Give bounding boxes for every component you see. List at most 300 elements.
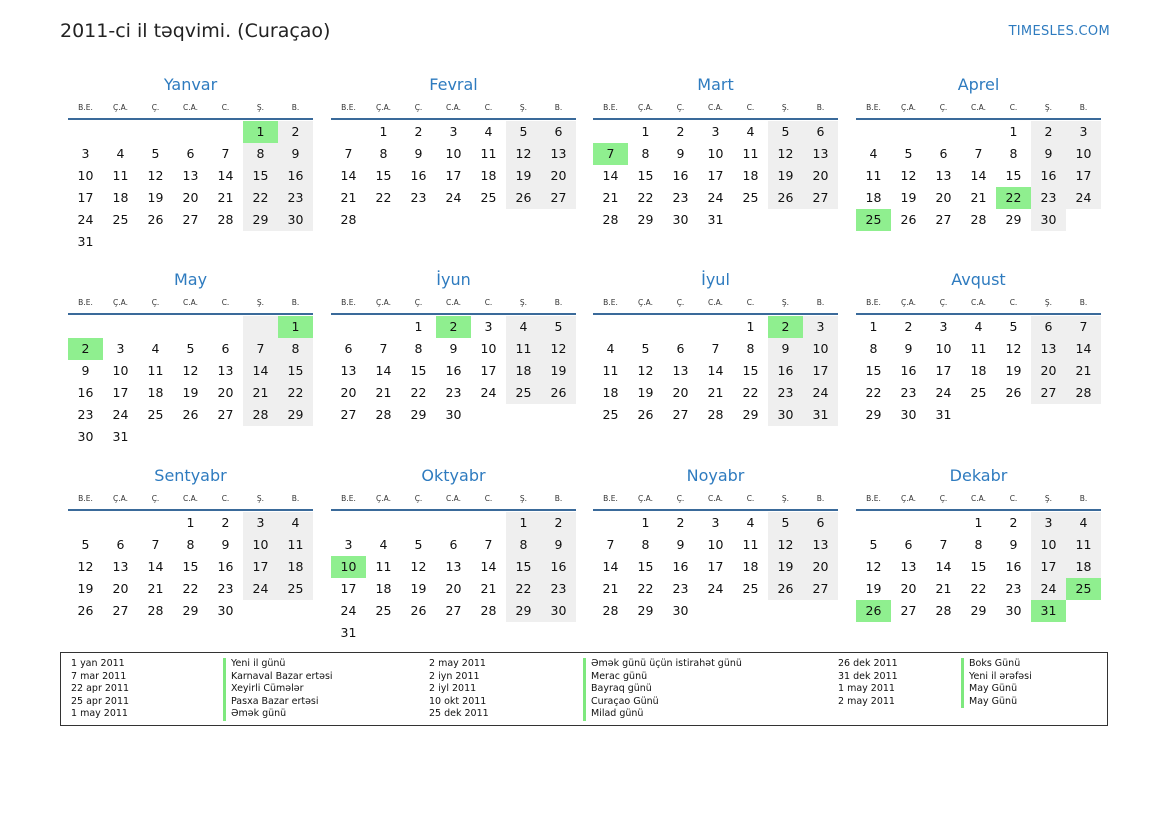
legend-holiday-name: Karnaval Bazar ertəsi <box>223 671 333 684</box>
weekday-label: B. <box>554 494 563 503</box>
day-cell: 23 <box>217 581 234 596</box>
day-cell: 30 <box>77 429 94 444</box>
day-cell: 26 <box>768 578 803 600</box>
month-name: Fevral <box>429 75 478 94</box>
day-cell: 29 <box>243 209 278 231</box>
day-cell: 20 <box>112 581 129 596</box>
day-cell: 22 <box>637 190 654 205</box>
day-cell: 20 <box>672 385 689 400</box>
weekday-header <box>331 98 576 120</box>
day-cell: 3 <box>449 124 458 139</box>
empty-cell <box>331 316 366 338</box>
legend-dates-col-2 <box>429 658 489 721</box>
day-cell: 12 <box>541 338 576 360</box>
day-cell: 27 <box>445 603 462 618</box>
day-cell: 8 <box>379 146 388 161</box>
day-grid <box>856 512 1101 622</box>
month-i̇yun <box>331 267 576 426</box>
empty-cell <box>593 316 628 338</box>
day-cell: 15 <box>243 165 278 187</box>
day-cell: 5 <box>506 121 541 143</box>
day-cell: 25 <box>147 407 164 422</box>
day-cell: 6 <box>676 341 685 356</box>
day-cell: 19 <box>900 190 917 205</box>
day-cell: 21 <box>602 190 619 205</box>
legend-names-col-3 <box>961 658 1032 708</box>
day-cell: 12 <box>506 143 541 165</box>
day-cell: 28 <box>147 603 164 618</box>
empty-cell <box>961 121 996 143</box>
empty-cell <box>593 121 628 143</box>
day-cell: 8 <box>746 341 755 356</box>
weekday-label: C.A. <box>445 298 461 307</box>
day-cell: 24 <box>707 581 724 596</box>
weekday-label: Ç.A. <box>637 494 653 503</box>
day-cell: 24 <box>1031 578 1066 600</box>
day-cell: 2 <box>676 124 685 139</box>
holiday-cell: 25 <box>856 209 891 231</box>
day-cell: 29 <box>410 407 427 422</box>
day-cell: 13 <box>217 363 234 378</box>
day-cell: 20 <box>803 556 838 578</box>
day-cell: 5 <box>186 341 195 356</box>
month-name: Dekabr <box>949 466 1008 485</box>
day-cell: 24 <box>340 603 357 618</box>
day-cell: 4 <box>746 124 755 139</box>
weekday-label: B. <box>554 103 563 112</box>
day-cell: 14 <box>340 168 357 183</box>
holiday-cell: 26 <box>856 600 891 622</box>
weekday-label: B.E. <box>78 298 93 307</box>
weekday-label: C.A. <box>182 103 198 112</box>
day-cell: 27 <box>340 407 357 422</box>
day-cell: 29 <box>865 407 882 422</box>
weekday-label: Ş. <box>781 298 790 307</box>
day-cell: 19 <box>541 360 576 382</box>
day-cell: 9 <box>768 338 803 360</box>
day-cell: 5 <box>904 146 913 161</box>
day-cell: 13 <box>112 559 129 574</box>
day-cell: 28 <box>243 404 278 426</box>
day-cell: 26 <box>900 212 917 227</box>
day-cell: 16 <box>410 168 427 183</box>
empty-cell <box>471 512 506 534</box>
day-cell: 24 <box>803 382 838 404</box>
day-grid <box>331 121 576 231</box>
holiday-cell: 1 <box>243 121 278 143</box>
day-cell: 27 <box>935 212 952 227</box>
day-cell: 17 <box>112 385 129 400</box>
weekday-label: Ş. <box>519 494 528 503</box>
day-cell: 6 <box>1031 316 1066 338</box>
day-cell: 6 <box>449 537 458 552</box>
day-cell: 25 <box>970 385 987 400</box>
day-cell: 15 <box>1005 168 1022 183</box>
weekday-label: B.E. <box>341 103 356 112</box>
weekday-header <box>856 98 1101 120</box>
day-cell: 8 <box>641 537 650 552</box>
day-cell: 6 <box>803 121 838 143</box>
empty-cell <box>926 512 961 534</box>
day-cell: 17 <box>803 360 838 382</box>
day-cell: 12 <box>637 363 654 378</box>
day-cell: 26 <box>768 187 803 209</box>
day-cell: 29 <box>182 603 199 618</box>
day-cell: 26 <box>77 603 94 618</box>
day-cell: 2 <box>676 515 685 530</box>
holiday-legend <box>60 652 1108 726</box>
legend-holiday-name: Əmək günü üçün istirahət günü <box>583 658 742 671</box>
month-avqust <box>856 267 1101 426</box>
weekday-label: B. <box>1079 103 1088 112</box>
weekday-label: B. <box>816 103 825 112</box>
day-cell: 9 <box>676 537 685 552</box>
month-name: İyun <box>436 270 471 289</box>
day-cell: 9 <box>278 143 313 165</box>
day-cell: 11 <box>375 559 392 574</box>
legend-date: 25 dek 2011 <box>429 708 489 720</box>
weekday-label: B. <box>1079 298 1088 307</box>
day-cell: 30 <box>768 404 803 426</box>
day-cell: 11 <box>147 363 164 378</box>
holiday-cell: 2 <box>436 316 471 338</box>
day-cell: 27 <box>803 578 838 600</box>
day-cell: 14 <box>970 168 987 183</box>
day-cell: 7 <box>221 146 230 161</box>
day-cell: 25 <box>742 190 759 205</box>
day-cell: 3 <box>711 124 720 139</box>
day-cell: 5 <box>414 537 423 552</box>
day-cell: 29 <box>1005 212 1022 227</box>
day-cell: 11 <box>506 338 541 360</box>
day-cell: 5 <box>81 537 90 552</box>
day-cell: 28 <box>340 212 357 227</box>
weekday-label: C. <box>1009 494 1018 503</box>
day-cell: 11 <box>602 363 619 378</box>
weekday-header <box>68 489 313 511</box>
day-cell: 19 <box>147 190 164 205</box>
empty-cell <box>208 316 243 338</box>
day-cell: 3 <box>939 319 948 334</box>
day-cell: 1 <box>641 515 650 530</box>
day-cell: 24 <box>707 190 724 205</box>
day-cell: 4 <box>1066 512 1101 534</box>
day-cell: 25 <box>375 603 392 618</box>
day-cell: 19 <box>1005 363 1022 378</box>
day-cell: 27 <box>900 603 917 618</box>
day-cell: 4 <box>116 146 125 161</box>
weekday-label: C.A. <box>970 103 986 112</box>
day-cell: 26 <box>637 407 654 422</box>
day-cell: 21 <box>602 581 619 596</box>
month-dekabr <box>856 463 1101 622</box>
day-cell: 11 <box>970 341 987 356</box>
weekday-label: Ç.A. <box>900 103 916 112</box>
day-cell: 16 <box>768 360 803 382</box>
day-cell: 30 <box>672 603 689 618</box>
day-cell: 28 <box>1066 382 1101 404</box>
day-cell: 24 <box>243 578 278 600</box>
day-cell: 1 <box>186 515 195 530</box>
day-cell: 28 <box>602 603 619 618</box>
day-cell: 30 <box>278 209 313 231</box>
day-cell: 14 <box>602 559 619 574</box>
day-cell: 12 <box>768 534 803 556</box>
day-cell: 20 <box>340 385 357 400</box>
day-cell: 15 <box>506 556 541 578</box>
weekday-label: Ç. <box>939 494 948 503</box>
legend-date: 1 yan 2011 <box>71 658 125 669</box>
day-cell: 4 <box>606 341 615 356</box>
day-cell: 7 <box>379 341 388 356</box>
day-cell: 26 <box>182 407 199 422</box>
day-cell: 24 <box>77 212 94 227</box>
day-cell: 3 <box>711 515 720 530</box>
legend-holiday-name: May Günü <box>961 683 1032 696</box>
weekday-label: Ş. <box>781 494 790 503</box>
day-cell: 15 <box>637 559 654 574</box>
day-cell: 30 <box>445 407 462 422</box>
day-cell: 23 <box>1005 581 1022 596</box>
weekday-label: B.E. <box>341 298 356 307</box>
day-cell: 19 <box>768 165 803 187</box>
day-cell: 4 <box>746 515 755 530</box>
day-grid <box>593 316 838 426</box>
month-oktyabr <box>331 463 576 644</box>
day-cell: 12 <box>1005 341 1022 356</box>
day-cell: 18 <box>970 363 987 378</box>
day-cell: 31 <box>77 234 94 249</box>
day-cell: 9 <box>449 341 458 356</box>
empty-cell <box>698 316 733 338</box>
weekday-label: Ç. <box>414 298 423 307</box>
day-cell: 4 <box>869 146 878 161</box>
weekday-label: C.A. <box>970 298 986 307</box>
day-cell: 26 <box>506 187 541 209</box>
weekday-label: Ç.A. <box>375 103 391 112</box>
day-cell: 15 <box>278 360 313 382</box>
day-cell: 9 <box>676 146 685 161</box>
day-cell: 3 <box>116 341 125 356</box>
weekday-header <box>68 98 313 120</box>
weekday-label: Ç.A. <box>900 298 916 307</box>
day-cell: 22 <box>865 385 882 400</box>
month-name: May <box>173 270 208 289</box>
day-cell: 5 <box>151 146 160 161</box>
weekday-label: Ş. <box>519 298 528 307</box>
legend-date: 1 may 2011 <box>71 708 128 720</box>
day-cell: 2 <box>1009 515 1018 530</box>
weekday-label: Ç.A. <box>112 103 128 112</box>
day-cell: 14 <box>243 360 278 382</box>
weekday-label: Ç.A. <box>375 298 391 307</box>
day-cell: 31 <box>935 407 952 422</box>
day-cell: 8 <box>278 338 313 360</box>
day-cell: 10 <box>1066 143 1101 165</box>
day-cell: 15 <box>410 363 427 378</box>
weekday-label: Ç. <box>414 103 423 112</box>
day-cell: 7 <box>484 537 493 552</box>
day-cell: 18 <box>742 168 759 183</box>
day-cell: 3 <box>81 146 90 161</box>
day-grid <box>68 316 313 448</box>
day-cell: 23 <box>410 190 427 205</box>
day-cell: 9 <box>1031 143 1066 165</box>
legend-holiday-name: Bayraq günü <box>583 683 742 696</box>
day-cell: 14 <box>480 559 497 574</box>
weekday-label: Ç. <box>676 103 685 112</box>
weekday-label: C.A. <box>182 494 198 503</box>
day-cell: 16 <box>217 559 234 574</box>
day-cell: 23 <box>768 382 803 404</box>
day-cell: 31 <box>707 212 724 227</box>
weekday-header <box>856 293 1101 315</box>
empty-cell <box>173 316 208 338</box>
month-name: Aprel <box>957 75 1000 94</box>
legend-holiday-name: Yeni il günü <box>223 658 333 671</box>
empty-cell <box>173 121 208 143</box>
weekday-label: Ç.A. <box>375 494 391 503</box>
weekday-header <box>856 489 1101 511</box>
legend-holiday-name: Merac günü <box>583 671 742 684</box>
empty-cell <box>331 512 366 534</box>
weekday-label: B. <box>1079 494 1088 503</box>
weekday-label: Ç. <box>151 494 160 503</box>
legend-holiday-name: Curaçao Günü <box>583 696 742 709</box>
weekday-label: Ş. <box>781 103 790 112</box>
day-cell: 4 <box>278 512 313 534</box>
day-cell: 27 <box>182 212 199 227</box>
day-cell: 2 <box>278 121 313 143</box>
day-cell: 9 <box>81 363 90 378</box>
weekday-label: C. <box>1009 103 1018 112</box>
day-cell: 30 <box>1031 209 1066 231</box>
day-cell: 18 <box>147 385 164 400</box>
weekday-label: Ç. <box>414 494 423 503</box>
day-cell: 9 <box>904 341 913 356</box>
day-cell: 21 <box>970 190 987 205</box>
day-cell: 10 <box>445 146 462 161</box>
legend-date: 1 may 2011 <box>838 683 895 695</box>
day-cell: 4 <box>379 537 388 552</box>
day-cell: 10 <box>112 363 129 378</box>
day-cell: 23 <box>1031 187 1066 209</box>
weekday-label: Ç. <box>939 298 948 307</box>
weekday-label: C. <box>746 494 755 503</box>
month-name: Mart <box>697 75 734 94</box>
legend-date: 10 okt 2011 <box>429 695 487 707</box>
weekday-label: Ç. <box>939 103 948 112</box>
month-name: Avqust <box>951 270 1006 289</box>
day-cell: 26 <box>1005 385 1022 400</box>
day-cell: 15 <box>970 559 987 574</box>
day-cell: 14 <box>147 559 164 574</box>
day-cell: 24 <box>935 385 952 400</box>
empty-cell <box>856 512 891 534</box>
day-cell: 28 <box>935 603 952 618</box>
day-cell: 29 <box>278 404 313 426</box>
day-cell: 12 <box>900 168 917 183</box>
weekday-label: C. <box>484 298 493 307</box>
day-cell: 31 <box>340 625 357 640</box>
day-cell: 25 <box>602 407 619 422</box>
weekday-label: B.E. <box>866 103 881 112</box>
day-cell: 5 <box>541 316 576 338</box>
brand-link[interactable]: TIMESLES.COM <box>1008 24 1110 39</box>
day-cell: 16 <box>1031 165 1066 187</box>
weekday-label: C. <box>221 103 230 112</box>
day-cell: 13 <box>935 168 952 183</box>
month-may <box>68 267 313 448</box>
day-cell: 22 <box>506 578 541 600</box>
weekday-label: Ç. <box>151 103 160 112</box>
holiday-cell: 7 <box>593 143 628 165</box>
month-name: İyul <box>701 270 730 289</box>
empty-cell <box>68 121 103 143</box>
weekday-label: C.A. <box>707 494 723 503</box>
day-cell: 7 <box>939 537 948 552</box>
month-yanvar <box>68 72 313 253</box>
day-cell: 21 <box>935 581 952 596</box>
day-cell: 27 <box>672 407 689 422</box>
day-cell: 28 <box>970 212 987 227</box>
day-cell: 12 <box>182 363 199 378</box>
legend-names-col-2 <box>583 658 742 721</box>
day-grid <box>593 512 838 622</box>
day-cell: 19 <box>182 385 199 400</box>
day-cell: 6 <box>186 146 195 161</box>
day-cell: 10 <box>480 341 497 356</box>
weekday-label: Ş. <box>1044 494 1053 503</box>
holiday-cell: 31 <box>1031 600 1066 622</box>
day-cell: 26 <box>410 603 427 618</box>
day-cell: 29 <box>970 603 987 618</box>
day-cell: 21 <box>375 385 392 400</box>
day-cell: 2 <box>904 319 913 334</box>
day-cell: 4 <box>151 341 160 356</box>
weekday-header <box>593 293 838 315</box>
weekday-label: B.E. <box>78 103 93 112</box>
day-cell: 2 <box>1031 121 1066 143</box>
day-cell: 17 <box>77 190 94 205</box>
day-cell: 20 <box>445 581 462 596</box>
day-cell: 1 <box>746 319 755 334</box>
day-cell: 21 <box>1066 360 1101 382</box>
day-cell: 29 <box>637 603 654 618</box>
day-grid <box>593 121 838 231</box>
day-cell: 20 <box>182 190 199 205</box>
day-cell: 1 <box>974 515 983 530</box>
holiday-cell: 10 <box>331 556 366 578</box>
day-cell: 22 <box>410 385 427 400</box>
day-cell: 16 <box>672 559 689 574</box>
day-cell: 17 <box>707 559 724 574</box>
day-cell: 23 <box>77 407 94 422</box>
day-cell: 11 <box>865 168 882 183</box>
day-cell: 28 <box>480 603 497 618</box>
empty-cell <box>68 512 103 534</box>
holiday-cell: 22 <box>996 187 1031 209</box>
weekday-header <box>331 293 576 315</box>
day-cell: 7 <box>1066 316 1101 338</box>
day-cell: 6 <box>116 537 125 552</box>
weekday-label: B. <box>291 298 300 307</box>
day-cell: 20 <box>803 165 838 187</box>
day-cell: 29 <box>637 212 654 227</box>
day-cell: 27 <box>541 187 576 209</box>
day-cell: 24 <box>112 407 129 422</box>
day-cell: 18 <box>480 168 497 183</box>
